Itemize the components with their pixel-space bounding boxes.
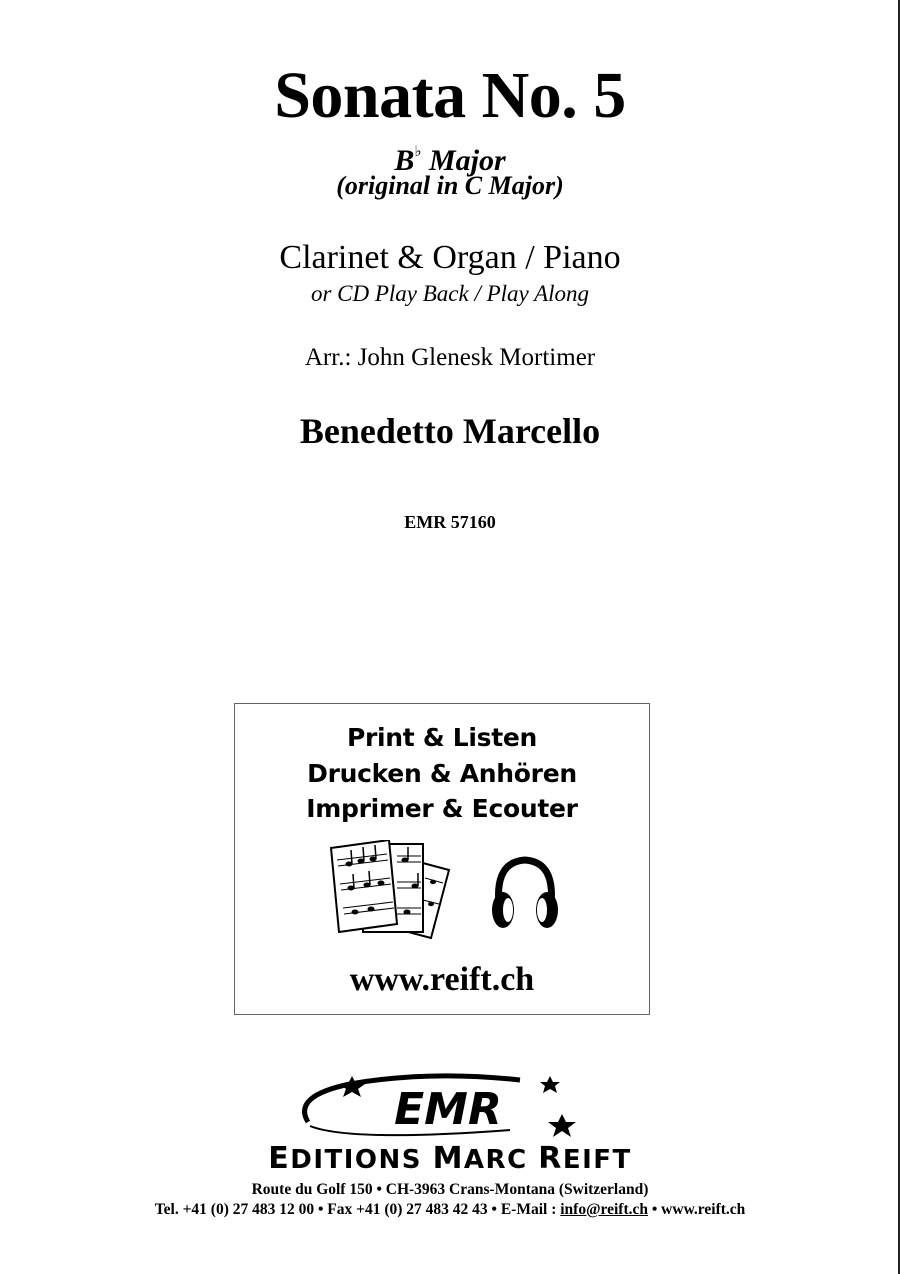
- publisher-name: EDITIONS MARC REIFT: [268, 1141, 632, 1176]
- logo-text: EMR: [394, 1084, 502, 1135]
- page-title: Sonata No. 5: [274, 59, 626, 132]
- headphones-icon: [489, 854, 561, 934]
- catalog-number: EMR 57160: [404, 512, 496, 532]
- promo-line-french: Imprimer & Ecouter: [306, 794, 578, 823]
- instrumentation: Clarinet & Organ / Piano: [279, 239, 621, 276]
- promo-line-english: Print & Listen: [346, 723, 538, 752]
- email-link[interactable]: info@reift.ch: [560, 1201, 648, 1218]
- key-accidental: ♭: [414, 144, 422, 160]
- print-listen-box: [234, 703, 650, 1015]
- publisher-address: Route du Golf 150 • CH-3963 Crans-Montana (Switzerland): [251, 1181, 649, 1198]
- sheet-music-icon: [327, 840, 457, 940]
- publisher-contact: [0, 1200, 900, 1220]
- original-key: (original in C Major): [336, 171, 564, 200]
- arranger: Arr.: John Glenesk Mortimer: [304, 344, 596, 371]
- contact-website: • www.reift.ch: [651, 1201, 746, 1218]
- contact-phone-fax: Tel. +41 (0) 27 483 12 00 • Fax +41 (0) 27 483 42 43 • E-Mail :: [154, 1201, 557, 1218]
- key-note: B: [394, 144, 415, 177]
- key-mode: Major: [428, 144, 506, 177]
- promo-line-german: Drucken & Anhören: [307, 759, 577, 788]
- emr-logo: [290, 1070, 610, 1144]
- playback-note: or CD Play Back / Play Along: [310, 281, 590, 306]
- composer: Benedetto Marcello: [299, 411, 601, 451]
- promo-url: www.reift.ch: [349, 961, 535, 998]
